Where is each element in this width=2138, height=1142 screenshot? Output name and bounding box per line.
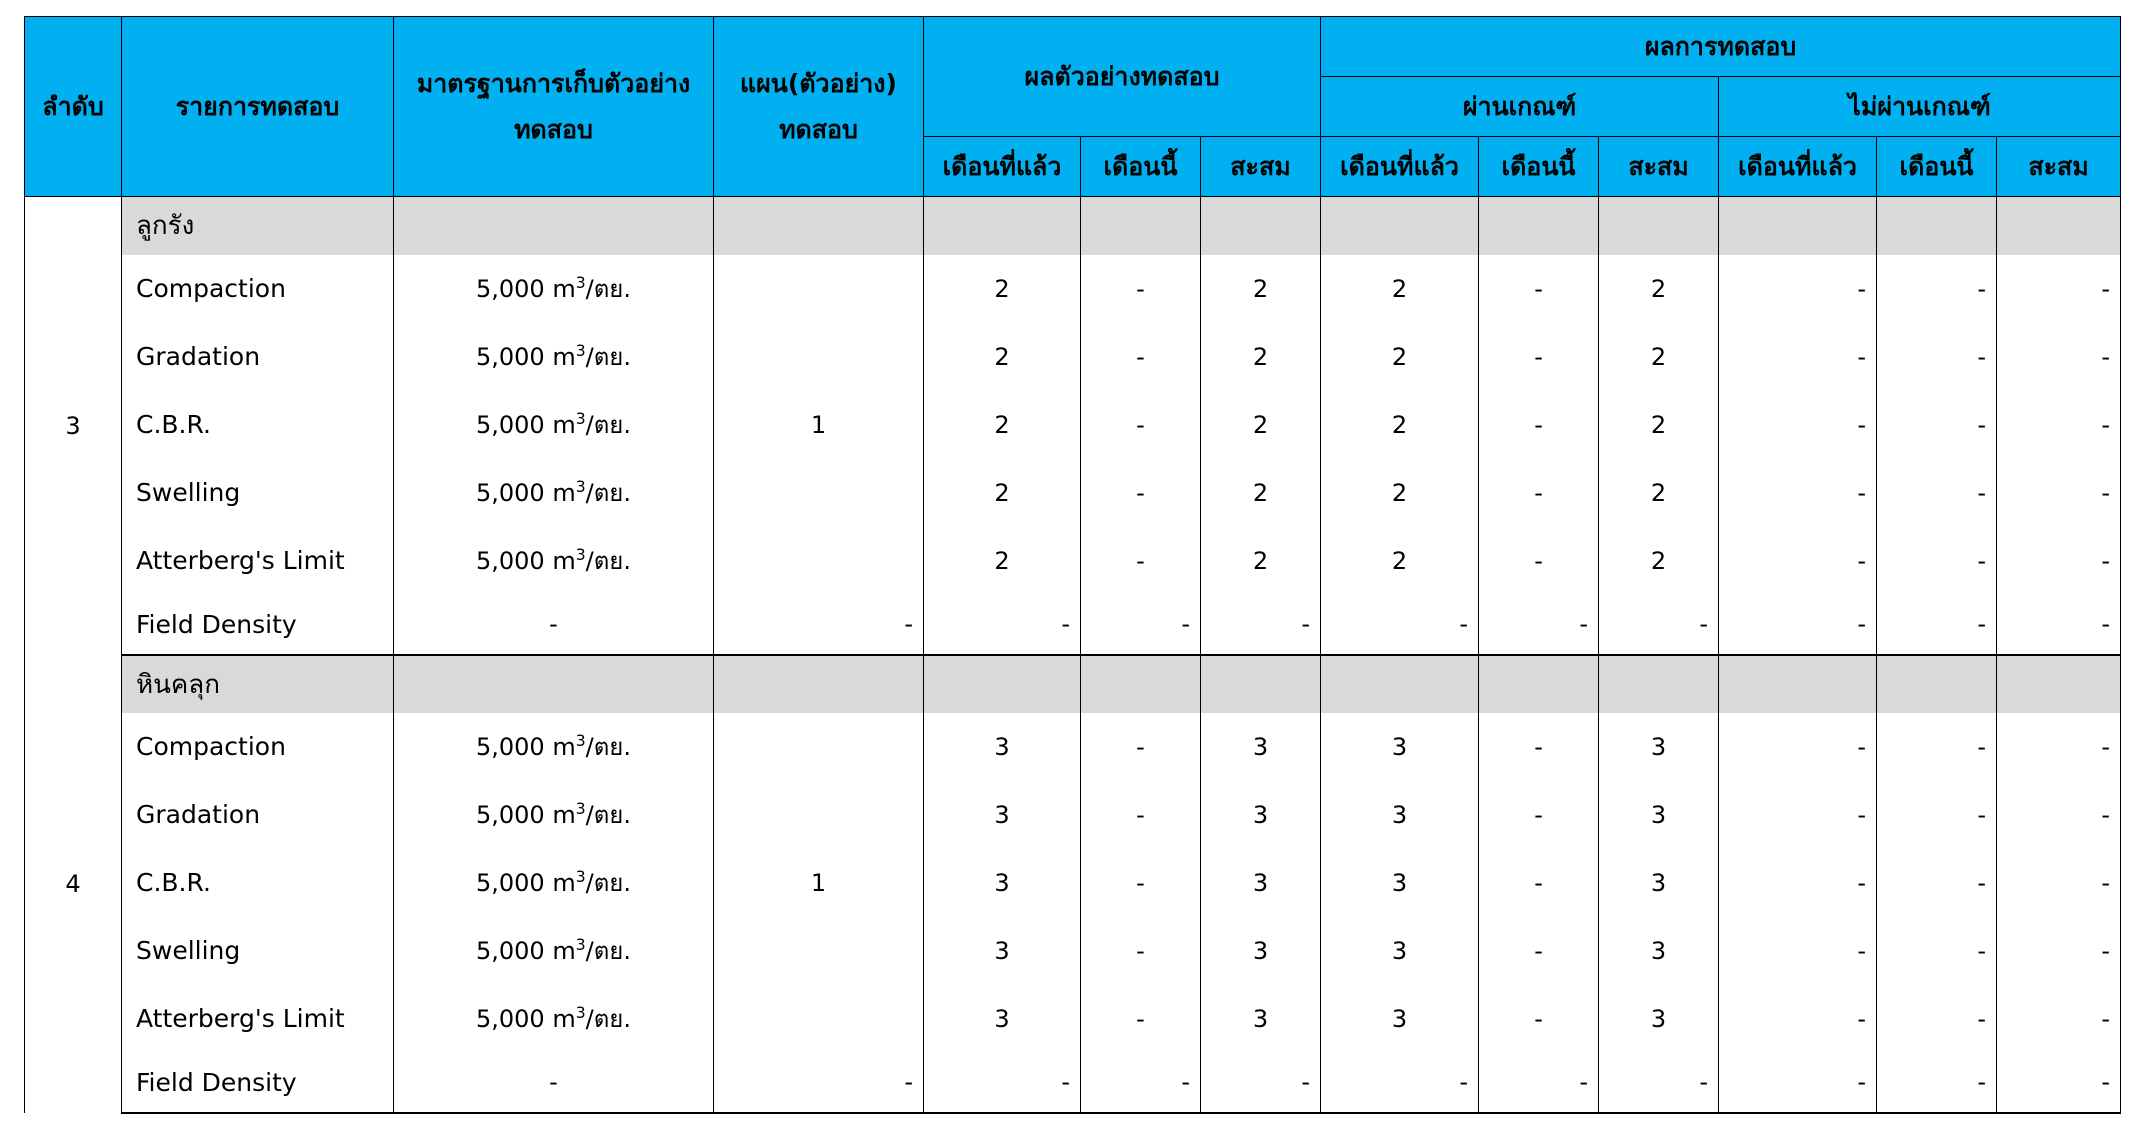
header-fail-cumulative: สะสม	[1997, 137, 2121, 197]
standard-unit: /ตย.	[585, 869, 631, 897]
test-item-name: Field Density	[122, 595, 394, 655]
standard-value: 5,000 m	[475, 869, 576, 897]
pass-this-month: -	[1479, 849, 1599, 917]
test-item-name: Swelling	[122, 917, 394, 985]
fail-cumulative: -	[1997, 323, 2121, 391]
sampling-standard	[394, 781, 714, 849]
samples-this-month: -	[1081, 1053, 1201, 1113]
pass-cumulative: 3	[1599, 713, 1719, 781]
samples-this-month: -	[1081, 323, 1201, 391]
standard-exponent: 3	[575, 410, 586, 428]
fail-this-month: -	[1877, 527, 1997, 595]
pass-cumulative: 2	[1599, 527, 1719, 595]
standard-exponent: 3	[575, 342, 586, 360]
pass-cumulative: 3	[1599, 917, 1719, 985]
fail-this-month: -	[1877, 713, 1997, 781]
category-empty-cell	[1479, 655, 1599, 713]
standard-unit: /ตย.	[585, 479, 631, 507]
fail-cumulative: -	[1997, 917, 2121, 985]
test-results-table	[24, 16, 2121, 1114]
samples-cumulative: 3	[1201, 713, 1321, 781]
table-row	[25, 323, 2121, 391]
pass-this-month: -	[1479, 985, 1599, 1053]
header-sampling-standard-line2: ทดสอบ	[514, 114, 593, 144]
pass-last-month: 2	[1321, 391, 1479, 459]
pass-last-month: 2	[1321, 527, 1479, 595]
samples-last-month: 3	[924, 985, 1081, 1053]
table-row	[25, 255, 2121, 323]
fail-this-month: -	[1877, 391, 1997, 459]
pass-this-month: -	[1479, 595, 1599, 655]
sampling-standard	[394, 527, 714, 595]
pass-this-month: -	[1479, 1053, 1599, 1113]
category-empty-cell	[1719, 655, 1877, 713]
table-body	[25, 197, 2121, 1113]
pass-cumulative: 2	[1599, 323, 1719, 391]
pass-this-month: -	[1479, 917, 1599, 985]
category-empty-cell	[394, 655, 714, 713]
sampling-standard	[394, 713, 714, 781]
standard-unit: /ตย.	[585, 547, 631, 575]
fail-cumulative: -	[1997, 1053, 2121, 1113]
fail-this-month: -	[1877, 917, 1997, 985]
table-row	[25, 391, 2121, 459]
pass-last-month: 3	[1321, 781, 1479, 849]
samples-cumulative: -	[1201, 595, 1321, 655]
fail-cumulative: -	[1997, 391, 2121, 459]
samples-this-month: -	[1081, 781, 1201, 849]
fail-last-month: -	[1719, 595, 1877, 655]
header-test-item: รายการทดสอบ	[122, 17, 394, 197]
standard-value: 5,000 m	[475, 275, 576, 303]
sampling-standard: -	[394, 1053, 714, 1113]
sampling-standard	[394, 985, 714, 1053]
standard-unit: /ตย.	[585, 937, 631, 965]
samples-cumulative: 2	[1201, 323, 1321, 391]
standard-value: 5,000 m	[475, 733, 576, 761]
pass-this-month: -	[1479, 255, 1599, 323]
pass-last-month: 2	[1321, 459, 1479, 527]
category-empty-cell	[1321, 655, 1479, 713]
sampling-standard	[394, 917, 714, 985]
pass-last-month: 3	[1321, 849, 1479, 917]
standard-value: 5,000 m	[475, 343, 576, 371]
samples-last-month: 3	[924, 849, 1081, 917]
category-empty-cell	[714, 655, 924, 713]
fail-this-month: -	[1877, 595, 1997, 655]
samples-this-month: -	[1081, 255, 1201, 323]
standard-exponent: 3	[575, 732, 586, 750]
pass-last-month: -	[1321, 595, 1479, 655]
pass-this-month: -	[1479, 459, 1599, 527]
test-item-name: C.B.R.	[122, 391, 394, 459]
standard-value: 5,000 m	[475, 479, 576, 507]
fail-cumulative: -	[1997, 595, 2121, 655]
pass-last-month: 2	[1321, 255, 1479, 323]
category-empty-cell	[1719, 197, 1877, 255]
fail-this-month: -	[1877, 255, 1997, 323]
pass-cumulative: 3	[1599, 985, 1719, 1053]
samples-cumulative: 3	[1201, 849, 1321, 917]
category-empty-cell	[924, 197, 1081, 255]
samples-this-month: -	[1081, 917, 1201, 985]
samples-this-month: -	[1081, 459, 1201, 527]
samples-last-month: 2	[924, 323, 1081, 391]
samples-this-month: -	[1081, 985, 1201, 1053]
pass-cumulative: 2	[1599, 391, 1719, 459]
table-row	[25, 1053, 2121, 1113]
pass-cumulative: 3	[1599, 849, 1719, 917]
fail-this-month: -	[1877, 1053, 1997, 1113]
pass-last-month: 3	[1321, 917, 1479, 985]
category-empty-cell	[1877, 655, 1997, 713]
fail-last-month: -	[1719, 1053, 1877, 1113]
samples-last-month: 2	[924, 459, 1081, 527]
header-pass: ผ่านเกณฑ์	[1321, 77, 1719, 137]
samples-last-month: 3	[924, 781, 1081, 849]
samples-last-month: 2	[924, 255, 1081, 323]
test-item-name: Compaction	[122, 255, 394, 323]
standard-value: 5,000 m	[475, 411, 576, 439]
samples-cumulative: 2	[1201, 255, 1321, 323]
standard-value: 5,000 m	[475, 937, 576, 965]
samples-cumulative: 2	[1201, 459, 1321, 527]
samples-cumulative: 3	[1201, 781, 1321, 849]
header-fail: ไม่ผ่านเกณฑ์	[1719, 77, 2121, 137]
pass-cumulative: 3	[1599, 781, 1719, 849]
table-row	[25, 527, 2121, 595]
fail-last-month: -	[1719, 323, 1877, 391]
header-seq: ลำดับ	[25, 17, 122, 197]
category-row	[25, 655, 2121, 713]
fail-last-month: -	[1719, 713, 1877, 781]
samples-last-month: -	[924, 595, 1081, 655]
category-empty-cell	[1479, 197, 1599, 255]
test-results-table-container	[24, 16, 2121, 1114]
fail-last-month: -	[1719, 781, 1877, 849]
pass-this-month: -	[1479, 323, 1599, 391]
standard-unit: /ตย.	[585, 343, 631, 371]
samples-cumulative: 3	[1201, 917, 1321, 985]
standard-value: 5,000 m	[475, 801, 576, 829]
test-item-name: Gradation	[122, 781, 394, 849]
category-empty-cell	[714, 197, 924, 255]
standard-unit: /ตย.	[585, 733, 631, 761]
category-empty-cell	[1997, 655, 2121, 713]
test-item-name: Swelling	[122, 459, 394, 527]
samples-this-month: -	[1081, 849, 1201, 917]
pass-cumulative: -	[1599, 595, 1719, 655]
header-sampling-standard	[394, 17, 714, 197]
header-fail-last-month: เดือนที่แล้ว	[1719, 137, 1877, 197]
category-name: ลูกรัง	[122, 197, 394, 255]
pass-cumulative: -	[1599, 1053, 1719, 1113]
samples-this-month: -	[1081, 595, 1201, 655]
table-row	[25, 595, 2121, 655]
test-item-name: C.B.R.	[122, 849, 394, 917]
group-seq: 3	[25, 197, 122, 655]
category-empty-cell	[1599, 197, 1719, 255]
fail-this-month: -	[1877, 781, 1997, 849]
header-samples-cumulative: สะสม	[1201, 137, 1321, 197]
header-plan-line2: ทดสอบ	[779, 114, 858, 144]
plan-value: -	[714, 595, 924, 655]
standard-unit: /ตย.	[585, 1005, 631, 1033]
category-empty-cell	[394, 197, 714, 255]
standard-exponent: 3	[575, 868, 586, 886]
plan-value: 1	[714, 255, 924, 595]
pass-this-month: -	[1479, 713, 1599, 781]
pass-last-month: -	[1321, 1053, 1479, 1113]
category-empty-cell	[1877, 197, 1997, 255]
standard-exponent: 3	[575, 478, 586, 496]
group-seq: 4	[25, 655, 122, 1113]
fail-this-month: -	[1877, 985, 1997, 1053]
fail-this-month: -	[1877, 849, 1997, 917]
fail-last-month: -	[1719, 849, 1877, 917]
plan-value: -	[714, 1053, 924, 1113]
fail-last-month: -	[1719, 459, 1877, 527]
standard-exponent: 3	[575, 800, 586, 818]
test-item-name: Gradation	[122, 323, 394, 391]
samples-cumulative: 2	[1201, 391, 1321, 459]
fail-cumulative: -	[1997, 527, 2121, 595]
standard-exponent: 3	[575, 936, 586, 954]
standard-exponent: 3	[575, 546, 586, 564]
pass-this-month: -	[1479, 391, 1599, 459]
header-sampling-standard-line1: มาตรฐานการเก็บตัวอย่าง	[416, 69, 691, 99]
sampling-standard: -	[394, 595, 714, 655]
test-item-name: Field Density	[122, 1053, 394, 1113]
samples-last-month: 3	[924, 917, 1081, 985]
header-pass-this-month: เดือนนี้	[1479, 137, 1599, 197]
fail-cumulative: -	[1997, 781, 2121, 849]
pass-cumulative: 2	[1599, 255, 1719, 323]
category-name: หินคลุก	[122, 655, 394, 713]
standard-value: 5,000 m	[475, 1005, 576, 1033]
sampling-standard	[394, 459, 714, 527]
header-plan-line1: แผน(ตัวอย่าง)	[740, 69, 897, 99]
standard-value: 5,000 m	[475, 547, 576, 575]
header-samples-this-month: เดือนนี้	[1081, 137, 1201, 197]
standard-exponent: 3	[575, 274, 586, 292]
fail-cumulative: -	[1997, 985, 2121, 1053]
fail-cumulative: -	[1997, 849, 2121, 917]
category-empty-cell	[924, 655, 1081, 713]
fail-this-month: -	[1877, 459, 1997, 527]
samples-this-month: -	[1081, 391, 1201, 459]
header-pass-last-month: เดือนที่แล้ว	[1321, 137, 1479, 197]
header-samples-last-month: เดือนที่แล้ว	[924, 137, 1081, 197]
category-empty-cell	[1997, 197, 2121, 255]
table-row	[25, 849, 2121, 917]
pass-last-month: 2	[1321, 323, 1479, 391]
standard-unit: /ตย.	[585, 275, 631, 303]
samples-this-month: -	[1081, 713, 1201, 781]
header-sample-results: ผลตัวอย่างทดสอบ	[924, 17, 1321, 137]
fail-this-month: -	[1877, 323, 1997, 391]
test-item-name: Compaction	[122, 713, 394, 781]
fail-cumulative: -	[1997, 459, 2121, 527]
standard-unit: /ตย.	[585, 411, 631, 439]
header-fail-this-month: เดือนนี้	[1877, 137, 1997, 197]
samples-last-month: 3	[924, 713, 1081, 781]
samples-last-month: 2	[924, 527, 1081, 595]
samples-last-month: -	[924, 1053, 1081, 1113]
test-item-name: Atterberg's Limit	[122, 527, 394, 595]
fail-cumulative: -	[1997, 713, 2121, 781]
pass-this-month: -	[1479, 527, 1599, 595]
standard-exponent: 3	[575, 1004, 586, 1022]
pass-cumulative: 2	[1599, 459, 1719, 527]
category-empty-cell	[1081, 197, 1201, 255]
table-row	[25, 459, 2121, 527]
header-test-results: ผลการทดสอบ	[1321, 17, 2121, 77]
samples-cumulative: -	[1201, 1053, 1321, 1113]
pass-last-month: 3	[1321, 985, 1479, 1053]
fail-last-month: -	[1719, 917, 1877, 985]
fail-cumulative: -	[1997, 255, 2121, 323]
header-plan	[714, 17, 924, 197]
sampling-standard	[394, 323, 714, 391]
fail-last-month: -	[1719, 255, 1877, 323]
sampling-standard	[394, 849, 714, 917]
header-pass-cumulative: สะสม	[1599, 137, 1719, 197]
fail-last-month: -	[1719, 985, 1877, 1053]
sampling-standard	[394, 391, 714, 459]
samples-this-month: -	[1081, 527, 1201, 595]
sampling-standard	[394, 255, 714, 323]
table-row	[25, 985, 2121, 1053]
category-empty-cell	[1201, 655, 1321, 713]
fail-last-month: -	[1719, 527, 1877, 595]
table-row	[25, 917, 2121, 985]
category-empty-cell	[1081, 655, 1201, 713]
plan-value: 1	[714, 713, 924, 1053]
table-row	[25, 781, 2121, 849]
fail-last-month: -	[1719, 391, 1877, 459]
samples-cumulative: 2	[1201, 527, 1321, 595]
category-empty-cell	[1321, 197, 1479, 255]
table-row	[25, 713, 2121, 781]
pass-this-month: -	[1479, 781, 1599, 849]
category-empty-cell	[1201, 197, 1321, 255]
category-row	[25, 197, 2121, 255]
samples-cumulative: 3	[1201, 985, 1321, 1053]
samples-last-month: 2	[924, 391, 1081, 459]
pass-last-month: 3	[1321, 713, 1479, 781]
table-header	[25, 17, 2121, 197]
test-item-name: Atterberg's Limit	[122, 985, 394, 1053]
standard-unit: /ตย.	[585, 801, 631, 829]
category-empty-cell	[1599, 655, 1719, 713]
